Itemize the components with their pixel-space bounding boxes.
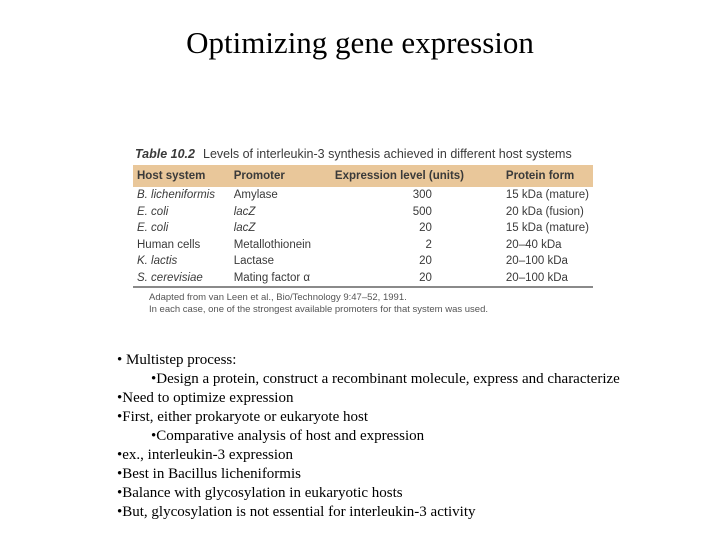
table-method-note: In each case, one of the strongest available promoters for that system was used. [149, 304, 489, 315]
slide-title: Optimizing gene expression [186, 25, 534, 60]
cell-host: K. lactis [137, 255, 178, 268]
bullet-list [117, 351, 707, 522]
cell-form: 15 kDa (mature) [505, 222, 589, 235]
cell-promoter: Mating factor α [233, 271, 311, 284]
cell-host: Human cells [137, 238, 201, 251]
bullet-subitem: •Design a protein, construct a recombinant molecule, express and characterize [151, 371, 620, 387]
bullet-item: •First, either prokaryote or eukaryote host [117, 409, 369, 425]
cell-promoter: Amylase [233, 189, 278, 202]
table-figure [133, 145, 593, 316]
cell-promoter: lacZ [233, 205, 256, 218]
cell-level: 20 [419, 255, 432, 268]
table-row [133, 253, 593, 270]
cell-promoter: Metallothionein [233, 238, 312, 251]
table-caption [135, 145, 593, 165]
cell-level: 20 [419, 271, 432, 284]
cell-level: 20 [419, 222, 432, 235]
table-row [133, 187, 593, 204]
cell-host: E. coli [137, 205, 169, 218]
data-table [133, 165, 593, 286]
cell-level: 300 [412, 189, 432, 202]
bullet-item: •ex., interleukin-3 expression [117, 447, 294, 463]
table-source-note: Adapted from van Leen et al., Bio/Technology 9:47–52, 1991. [149, 292, 407, 303]
bullet-item: • Multistep process: [117, 352, 237, 368]
cell-form: 20–100 kDa [505, 271, 568, 284]
bullet-item: •Need to optimize expression [117, 390, 294, 406]
header-promoter: Promoter [230, 165, 331, 187]
table-bottom-rule [133, 286, 593, 288]
cell-promoter: lacZ [233, 222, 256, 235]
cell-promoter: Lactase [233, 255, 274, 268]
header-expression-level: Expression level (units) [331, 165, 502, 187]
bullet-item: •Best in Bacillus licheniformis [117, 466, 301, 482]
cell-host: E. coli [137, 222, 169, 235]
table-row [133, 237, 593, 254]
cell-level: 500 [412, 205, 432, 218]
header-protein-form: Protein form [502, 165, 593, 187]
cell-host: S. cerevisiae [137, 271, 203, 284]
table-footnotes [149, 292, 593, 316]
table-label: Table 10.2 [135, 147, 195, 161]
table-header-row [133, 165, 593, 187]
cell-level: 2 [425, 238, 432, 251]
table-row [133, 220, 593, 237]
table-row [133, 270, 593, 287]
bullet-subitem: •Comparative analysis of host and expression [151, 428, 425, 444]
cell-host: B. licheniformis [137, 189, 215, 202]
cell-form: 15 kDa (mature) [505, 189, 589, 202]
cell-form: 20 kDa (fusion) [505, 205, 584, 218]
table-caption-text: Levels of interleukin-3 synthesis achieved in different host systems [203, 147, 572, 161]
bullet-item: •Balance with glycosylation in eukaryotic hosts [117, 485, 403, 501]
cell-form: 20–40 kDa [505, 238, 562, 251]
bullet-item: •But, glycosylation is not essential for interleukin-3 activity [117, 504, 476, 520]
cell-form: 20–100 kDa [505, 255, 568, 268]
header-host-system: Host system [133, 165, 230, 187]
table-row [133, 204, 593, 221]
